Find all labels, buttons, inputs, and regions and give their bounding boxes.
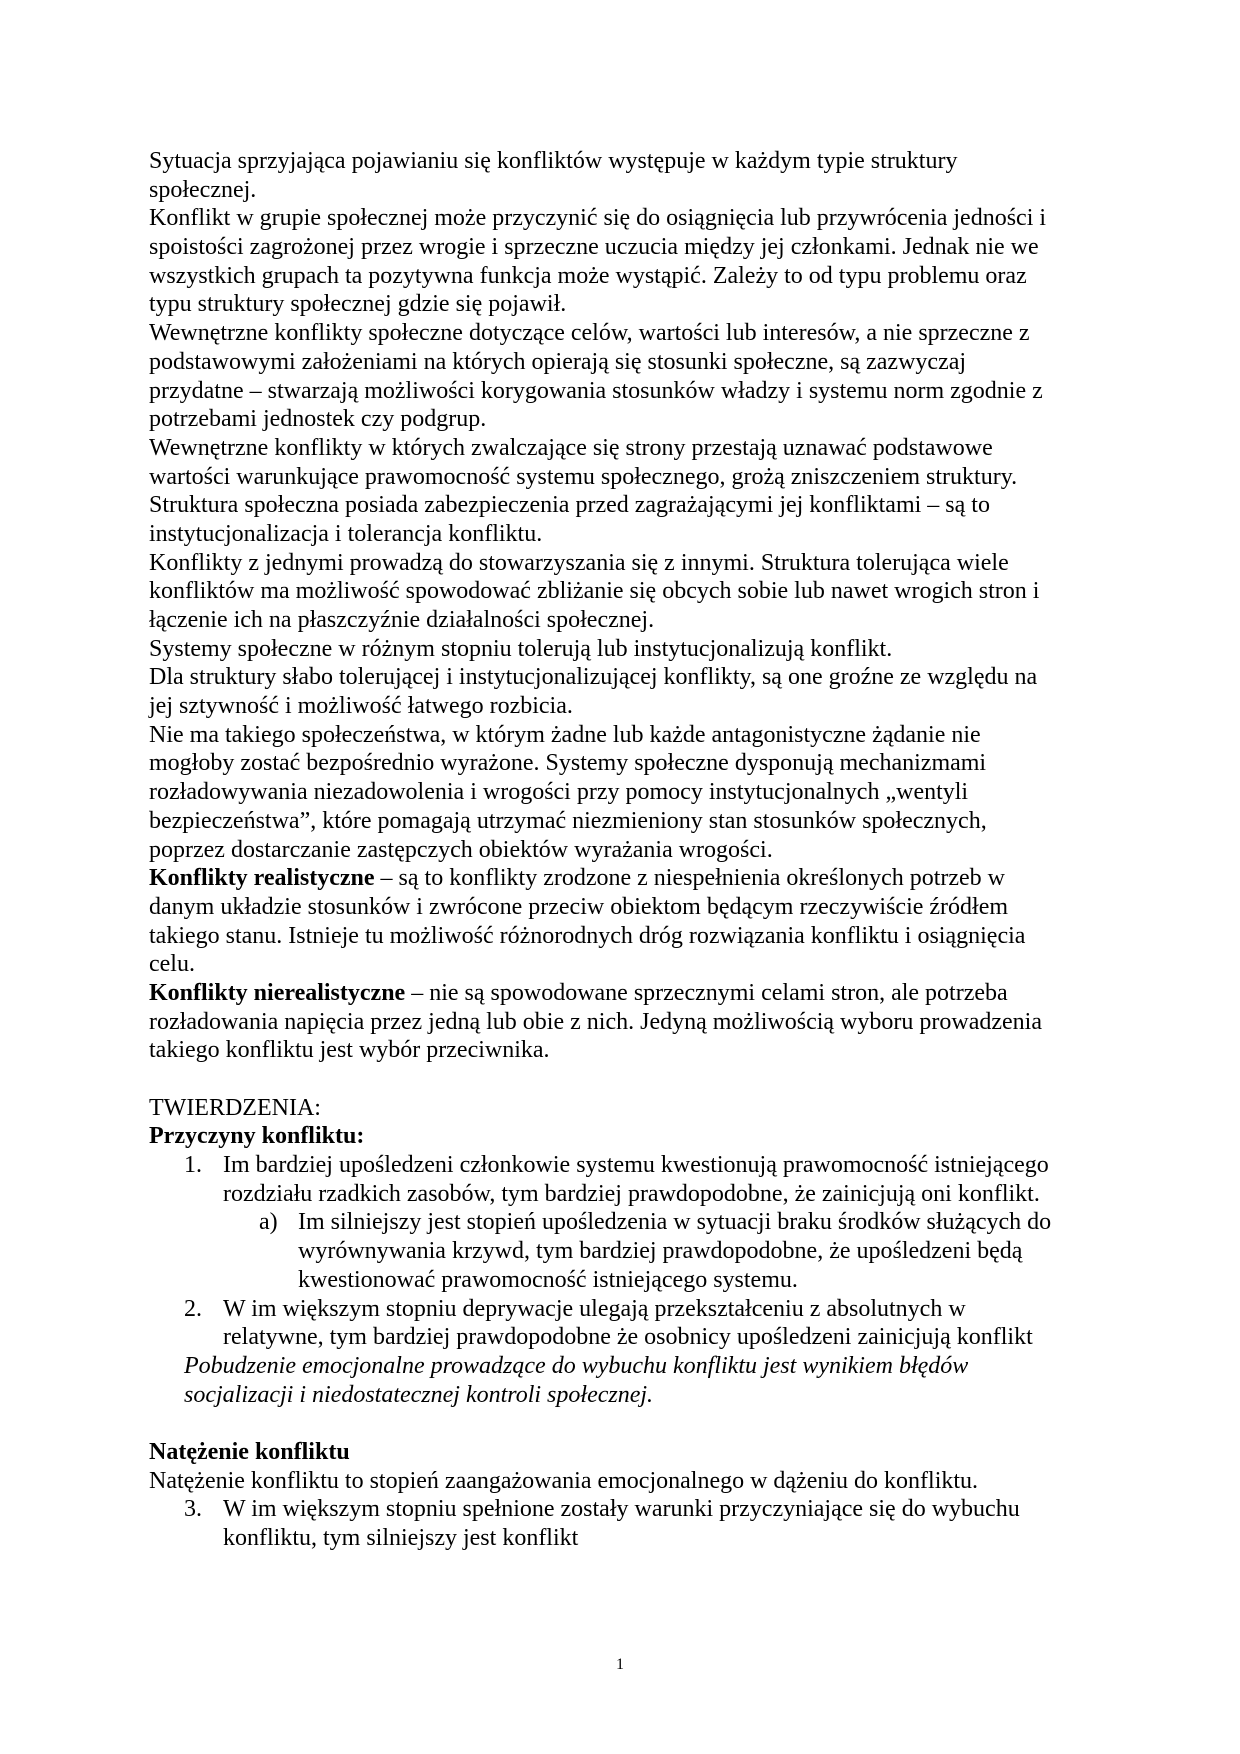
line-text: rozdziału rzadkich zasobów, tym bardziej prawdopodobne, że zainicjują oni konflikt.	[223, 1180, 1040, 1207]
list-item	[149, 1295, 1149, 1324]
line-text: Natężenie konfliktu to stopień zaangażowania emocjonalnego w dążeniu do konfliktu.	[149, 1467, 979, 1494]
line-text: socjalizacji i niedostatecznej kontroli społecznej.	[184, 1381, 654, 1408]
text-line	[149, 1409, 1149, 1438]
document-body	[149, 147, 1149, 1553]
text-line	[149, 950, 1149, 979]
text-line	[149, 692, 1149, 721]
text-line	[149, 434, 1149, 463]
text-line	[149, 176, 1149, 205]
text-line	[149, 1467, 1149, 1496]
text-line	[149, 204, 1149, 233]
line-text: poprzez dostarczanie zastępczych obiektów wyrażania wrogości.	[149, 836, 773, 863]
text-line	[149, 663, 1149, 692]
line-text: Konflikty z jednymi prowadzą do stowarzyszania się z innymi. Struktura tolerująca wiele	[149, 549, 1009, 576]
text-line	[149, 635, 1149, 664]
text-line	[149, 1352, 1149, 1381]
line-text: Wewnętrzne konflikty społeczne dotyczące celów, wartości lub interesów, a nie sprzeczne z	[149, 320, 1030, 347]
line-text: wszystkich grupach ta pozytywna funkcja może wystąpić. Zależy to od typu problemu oraz	[149, 262, 1027, 289]
line-text: wyrównywania krzywd, tym bardziej prawdopodobne, że upośledzeni będą	[298, 1238, 1023, 1265]
line-text: konfliktu, tym silniejszy jest konflikt	[223, 1525, 579, 1551]
text-line	[149, 1180, 1149, 1209]
text-line	[149, 864, 1149, 893]
text-line	[149, 1008, 1149, 1037]
bold-term: Konflikty nierealistyczne	[149, 979, 406, 1006]
line-text: kwestionować prawomocność istniejącego systemu.	[298, 1266, 798, 1293]
line-text: bezpieczeństwa”, które pomagają utrzymać niezmieniony stan stosunków społecznych,	[149, 807, 987, 834]
line-text: Sytuacja sprzyjająca pojawianiu się konfliktów występuje w każdym typie struktury	[149, 148, 958, 174]
text-line	[149, 778, 1149, 807]
text-line	[149, 577, 1149, 606]
text-line	[149, 606, 1149, 635]
list-item	[149, 1151, 1149, 1180]
bold-term: Natężenie konfliktu	[149, 1438, 350, 1465]
line-text: spoistości zagrożonej przez wrogie i sprzeczne uczucia między jej członkami. Jednak nie we	[149, 234, 1039, 261]
line-text: W im większym stopniu deprywacje ulegają przekształceniu z absolutnych w	[223, 1295, 966, 1322]
line-text: wartości warunkujące prawomocność systemu społecznego, grożą zniszczeniem struktury.	[149, 463, 1018, 490]
text-line	[149, 1065, 1149, 1094]
line-text: podstawowymi założeniami na których opierają się stosunki społeczne, są zazwyczaj	[149, 348, 967, 375]
text-line	[149, 463, 1149, 492]
line-text: mogłoby zostać bezpośrednio wyrażone. Systemy społeczne dysponują mechanizmami	[149, 750, 987, 777]
text-line	[149, 147, 1149, 176]
line-text: relatywne, tym bardziej prawdopodobne że osobnicy upośledzeni zainicjują konflikt	[223, 1324, 1033, 1351]
text-line	[149, 1036, 1149, 1065]
text-line	[149, 1323, 1149, 1352]
text-line	[149, 1237, 1149, 1266]
line-text: typu struktury społecznej gdzie się pojawił.	[149, 291, 567, 318]
line-text: – są to konflikty zrodzone z niespełnienia określonych potrzeb w	[374, 865, 1006, 892]
list-marker: 2.	[184, 1295, 202, 1322]
text-line	[149, 405, 1149, 434]
line-text: Nie ma takiego społeczeństwa, w którym żadne lub każde antagonistyczne żądanie nie	[149, 721, 981, 748]
text-line	[149, 549, 1149, 578]
text-line	[149, 1094, 1149, 1123]
page-number: 1	[616, 1656, 624, 1673]
text-line	[149, 1381, 1149, 1410]
line-text: – nie są spowodowane sprzecznymi celami stron, ale potrzeba	[405, 979, 1008, 1006]
text-line	[149, 979, 1149, 1008]
text-line	[149, 377, 1149, 406]
line-text: takiego konfliktu jest wybór przeciwnika.	[149, 1037, 550, 1064]
line-text: danym układzie stosunków i zwrócone przeciw obiektom będącym rzeczywiście źródłem	[149, 893, 1009, 920]
text-line	[149, 749, 1149, 778]
section-heading	[149, 1122, 1149, 1151]
text-line	[149, 319, 1149, 348]
line-text: społecznej.	[149, 176, 257, 203]
list-marker: 3.	[184, 1496, 202, 1523]
line-text: TWIERDZENIA:	[149, 1094, 321, 1121]
list-marker: 1.	[184, 1152, 202, 1179]
line-text: potrzebami jednostek czy podgrup.	[149, 406, 487, 433]
line-text: jej sztywność i możliwość łatwego rozbicia.	[149, 693, 573, 720]
line-text: łączenie ich na płaszczyźnie działalności społecznej.	[149, 607, 655, 633]
text-line	[149, 836, 1149, 865]
line-text: W im większym stopniu spełnione zostały warunki przyczyniające się do wybuchu	[223, 1496, 1020, 1523]
text-line	[149, 520, 1149, 549]
line-text: Systemy społeczne w różnym stopniu tolerują lub instytucjonalizują konflikt.	[149, 635, 893, 662]
list-item	[149, 1495, 1149, 1524]
line-text: Struktura społeczna posiada zabezpieczenia przed zagrażającymi jej konfliktami – są to	[149, 492, 990, 519]
line-text: przydatne – stwarzają możliwości korygowania stosunków władzy i systemu norm zgodnie z	[149, 377, 1043, 404]
line-text: Konflikt w grupie społecznej może przyczynić się do osiągnięcia lub przywrócenia jedności i	[149, 205, 1047, 232]
line-text: konfliktów ma możliwość spowodować zbliżanie się obcych sobie lub nawet wrogich stron i	[149, 578, 1040, 605]
bold-term: Przyczyny konfliktu:	[149, 1123, 365, 1150]
text-line	[149, 807, 1149, 836]
line-text: Im bardziej upośledzeni członkowie systemu kwestionują prawomocność istniejącego	[223, 1152, 1049, 1179]
line-text: celu.	[149, 951, 195, 978]
line-text: Dla struktury słabo tolerującej i instytucjonalizującej konflikty, są one groźne ze względu na	[149, 664, 1038, 691]
text-line	[149, 233, 1149, 262]
line-text: Im silniejszy jest stopień upośledzenia w sytuacji braku środków służących do	[298, 1209, 1052, 1236]
line-text: rozładowywania niezadowolenia i wrogości przy pomocy instytucjonalnych „wentyli	[149, 779, 969, 806]
list-item	[149, 1208, 1149, 1237]
text-line	[149, 262, 1149, 291]
line-text: Pobudzenie emocjonalne prowadzące do wybuchu konfliktu jest wynikiem błędów	[184, 1352, 969, 1379]
text-line	[149, 290, 1149, 319]
text-line	[149, 1524, 1149, 1553]
text-line	[149, 491, 1149, 520]
line-text: instytucjonalizacja i tolerancja konfliktu.	[149, 520, 543, 547]
list-marker: a)	[259, 1209, 278, 1236]
section-heading	[149, 1438, 1149, 1467]
text-line	[149, 1266, 1149, 1295]
text-line	[149, 893, 1149, 922]
text-line	[149, 721, 1149, 750]
line-text: rozładowania napięcia przez jedną lub obie z nich. Jedyną możliwością wyboru prowadzenia	[149, 1008, 1042, 1035]
line-text: takiego stanu. Istnieje tu możliwość różnorodnych dróg rozwiązania konfliktu i osiągnięcia	[149, 922, 1026, 949]
line-text: Wewnętrzne konflikty w których zwalczające się strony przestają uznawać podstawowe	[149, 434, 993, 461]
text-line	[149, 922, 1149, 951]
bold-term: Konflikty realistyczne	[149, 865, 375, 892]
text-line	[149, 348, 1149, 377]
